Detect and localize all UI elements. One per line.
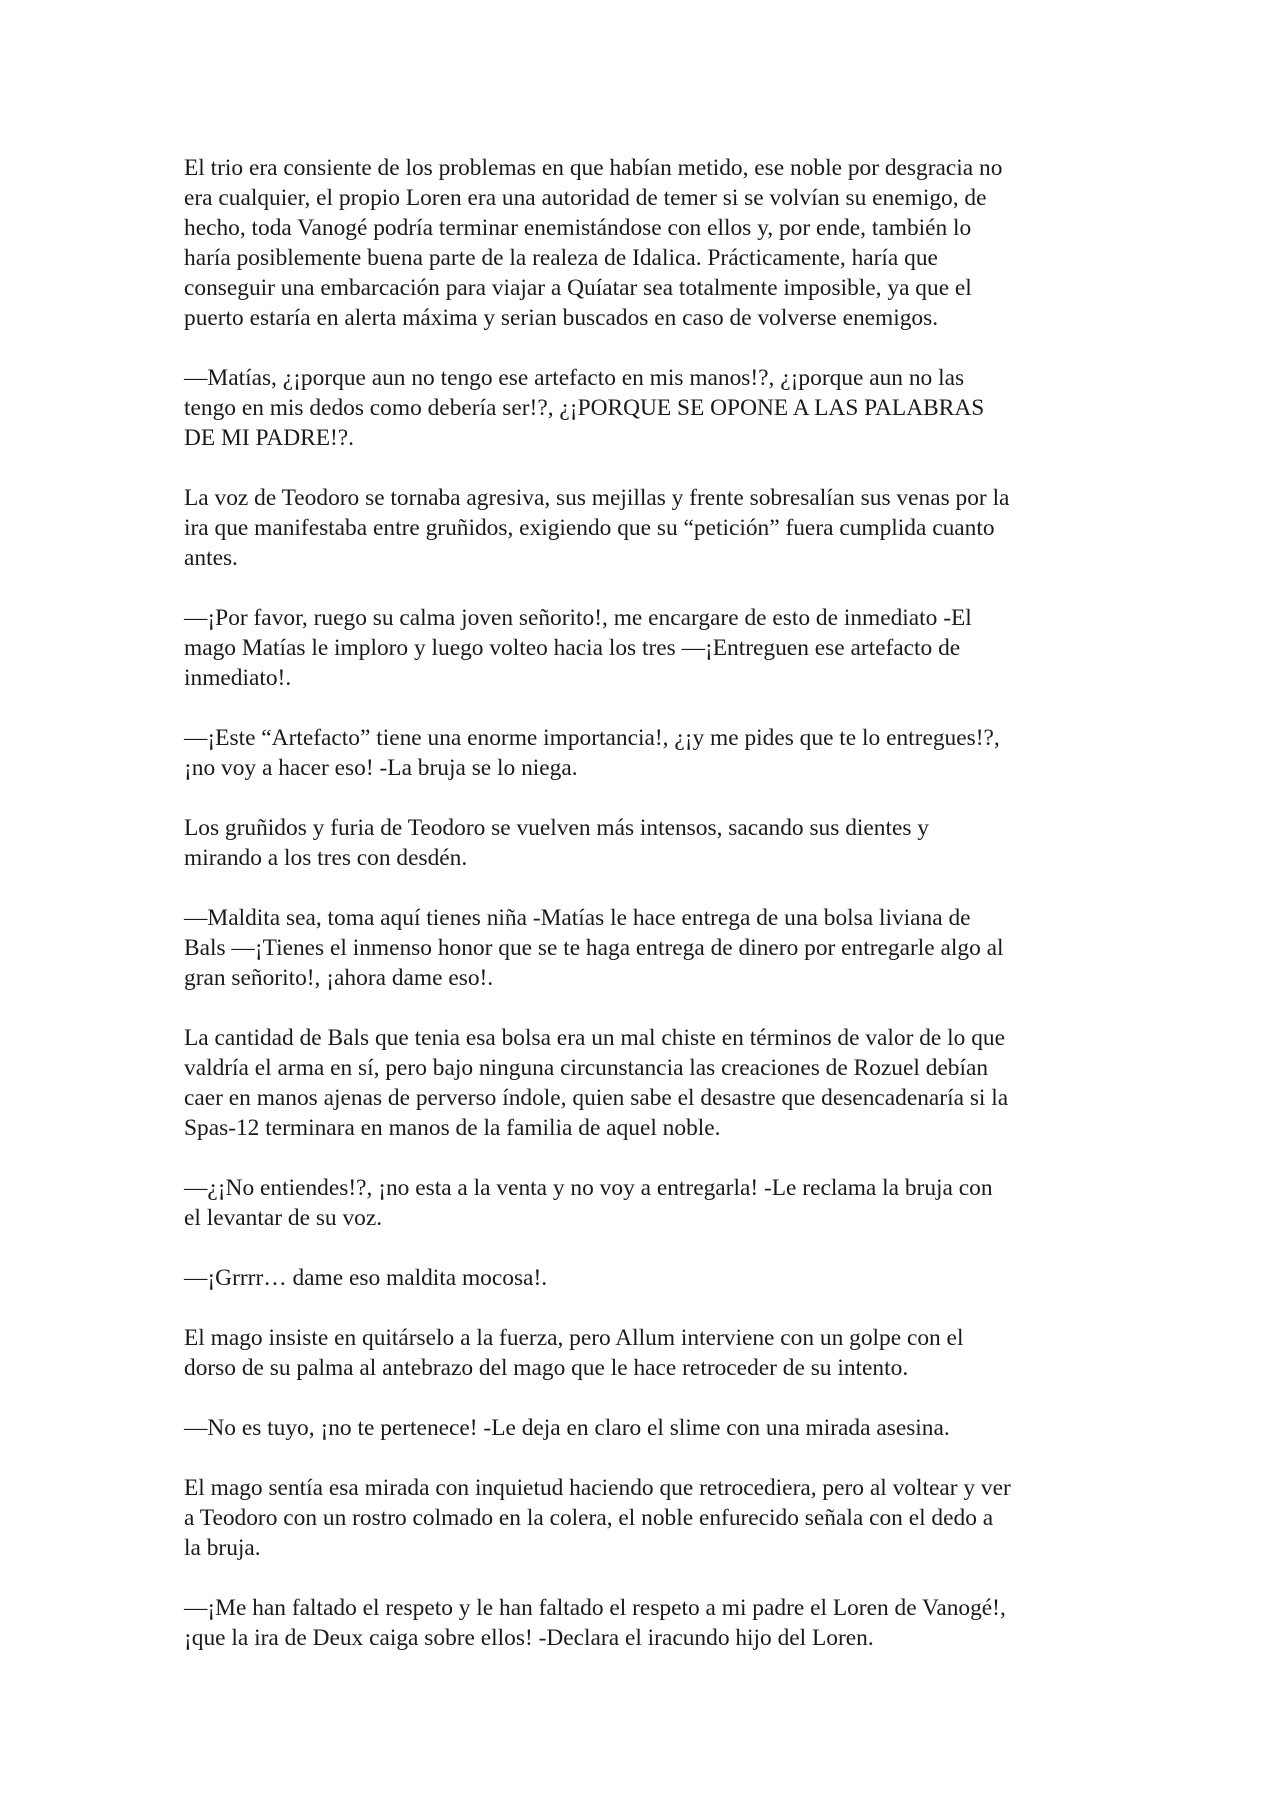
paragraph-line: —Matías, ¿¡porque aun no tengo ese artefacto en mis manos!?, ¿¡porque aun no las xyxy=(184,365,965,391)
paragraph xyxy=(184,1473,1104,1563)
paragraph-line: —¿¡No entiendes!?, ¡no esta a la venta y no voy a entregarla! -Le reclama la bruja con xyxy=(184,1175,993,1201)
paragraph-line: el levantar de su voz. xyxy=(184,1205,383,1231)
paragraph-line: mirando a los tres con desdén. xyxy=(184,845,468,871)
paragraph-line: dorso de su palma al antebrazo del mago que le hace retroceder de su intento. xyxy=(184,1355,909,1381)
paragraph-line: era cualquier, el propio Loren era una autoridad de temer si se volvían su enemigo, de xyxy=(184,185,987,211)
paragraph-line: a Teodoro con un rostro colmado en la colera, el noble enfurecido señala con el dedo a xyxy=(184,1505,994,1531)
paragraph-line: El mago sentía esa mirada con inquietud haciendo que retrocediera, pero al voltear y ver xyxy=(184,1475,1011,1501)
paragraph-line: inmediato!. xyxy=(184,665,292,691)
paragraph-line: ¡no voy a hacer eso! -La bruja se lo niega. xyxy=(184,755,578,781)
document-body xyxy=(184,153,1104,1653)
paragraph xyxy=(184,903,1104,993)
paragraph xyxy=(184,1023,1104,1143)
paragraph-line: tengo en mis dedos como debería ser!?, ¿¡PORQUE SE OPONE A LAS PALABRAS xyxy=(184,395,985,421)
paragraph-line: El trio era consiente de los problemas en que habían metido, ese noble por desgracia no xyxy=(184,155,1003,181)
paragraph-line: la bruja. xyxy=(184,1535,261,1561)
paragraph-line: mago Matías le imploro y luego volteo hacia los tres —¡Entreguen ese artefacto de xyxy=(184,635,961,661)
paragraph xyxy=(184,603,1104,693)
paragraph-line: caer en manos ajenas de perverso índole, quien sabe el desastre que desencadenaría si la xyxy=(184,1085,1009,1111)
paragraph-line: gran señorito!, ¡ahora dame eso!. xyxy=(184,965,494,991)
paragraph xyxy=(184,363,1104,453)
paragraph xyxy=(184,813,1104,873)
paragraph-line: conseguir una embarcación para viajar a Quíatar sea totalmente imposible, ya que el xyxy=(184,275,972,301)
paragraph-line: —Maldita sea, toma aquí tienes niña -Matías le hace entrega de una bolsa liviana de xyxy=(184,905,971,931)
paragraph-line: hecho, toda Vanogé podría terminar enemistándose con ellos y, por ende, también lo xyxy=(184,215,972,241)
paragraph xyxy=(184,1173,1104,1233)
paragraph-line: ira que manifestaba entre gruñidos, exigiendo que su “petición” fuera cumplida cuanto xyxy=(184,515,995,541)
paragraph-line: —No es tuyo, ¡no te pertenece! -Le deja en claro el slime con una mirada asesina. xyxy=(184,1415,950,1441)
paragraph xyxy=(184,1413,1104,1443)
paragraph-line: Los gruñidos y furia de Teodoro se vuelven más intensos, sacando sus dientes y xyxy=(184,815,929,841)
paragraph-line: El mago insiste en quitárselo a la fuerza, pero Allum interviene con un golpe con el xyxy=(184,1325,964,1351)
paragraph xyxy=(184,1263,1104,1293)
paragraph-line: —¡Grrrr… dame eso maldita mocosa!. xyxy=(184,1265,548,1291)
paragraph-line: puerto estaría en alerta máxima y serian buscados en caso de volverse enemigos. xyxy=(184,305,939,331)
paragraph-line: haría posiblemente buena parte de la realeza de Idalica. Prácticamente, haría que xyxy=(184,245,938,271)
paragraph-line: Bals —¡Tienes el inmenso honor que se te haga entrega de dinero por entregarle algo al xyxy=(184,935,1004,961)
paragraph xyxy=(184,153,1104,333)
paragraph-line: La voz de Teodoro se tornaba agresiva, sus mejillas y frente sobresalían sus venas por la xyxy=(184,485,1010,511)
paragraph-line: antes. xyxy=(184,545,238,571)
paragraph xyxy=(184,1323,1104,1383)
paragraph-line: La cantidad de Bals que tenia esa bolsa era un mal chiste en términos de valor de lo que xyxy=(184,1025,1005,1051)
paragraph-line: —¡Por favor, ruego su calma joven señorito!, me encargare de esto de inmediato -El xyxy=(184,605,972,631)
paragraph-line: —¡Me han faltado el respeto y le han faltado el respeto a mi padre el Loren de Vanogé!, xyxy=(184,1595,1006,1621)
paragraph xyxy=(184,1593,1104,1653)
paragraph-line: Spas-12 terminara en manos de la familia de aquel noble. xyxy=(184,1115,721,1141)
paragraph-line: ¡que la ira de Deux caiga sobre ellos! -Declara el iracundo hijo del Loren. xyxy=(184,1625,874,1651)
paragraph-line: —¡Este “Artefacto” tiene una enorme importancia!, ¿¡y me pides que te lo entregues!?, xyxy=(184,725,1000,751)
paragraph-line: valdría el arma en sí, pero bajo ninguna circunstancia las creaciones de Rozuel debían xyxy=(184,1055,989,1081)
paragraph xyxy=(184,723,1104,783)
paragraph-line: DE MI PADRE!?. xyxy=(184,425,355,451)
paragraph xyxy=(184,483,1104,573)
